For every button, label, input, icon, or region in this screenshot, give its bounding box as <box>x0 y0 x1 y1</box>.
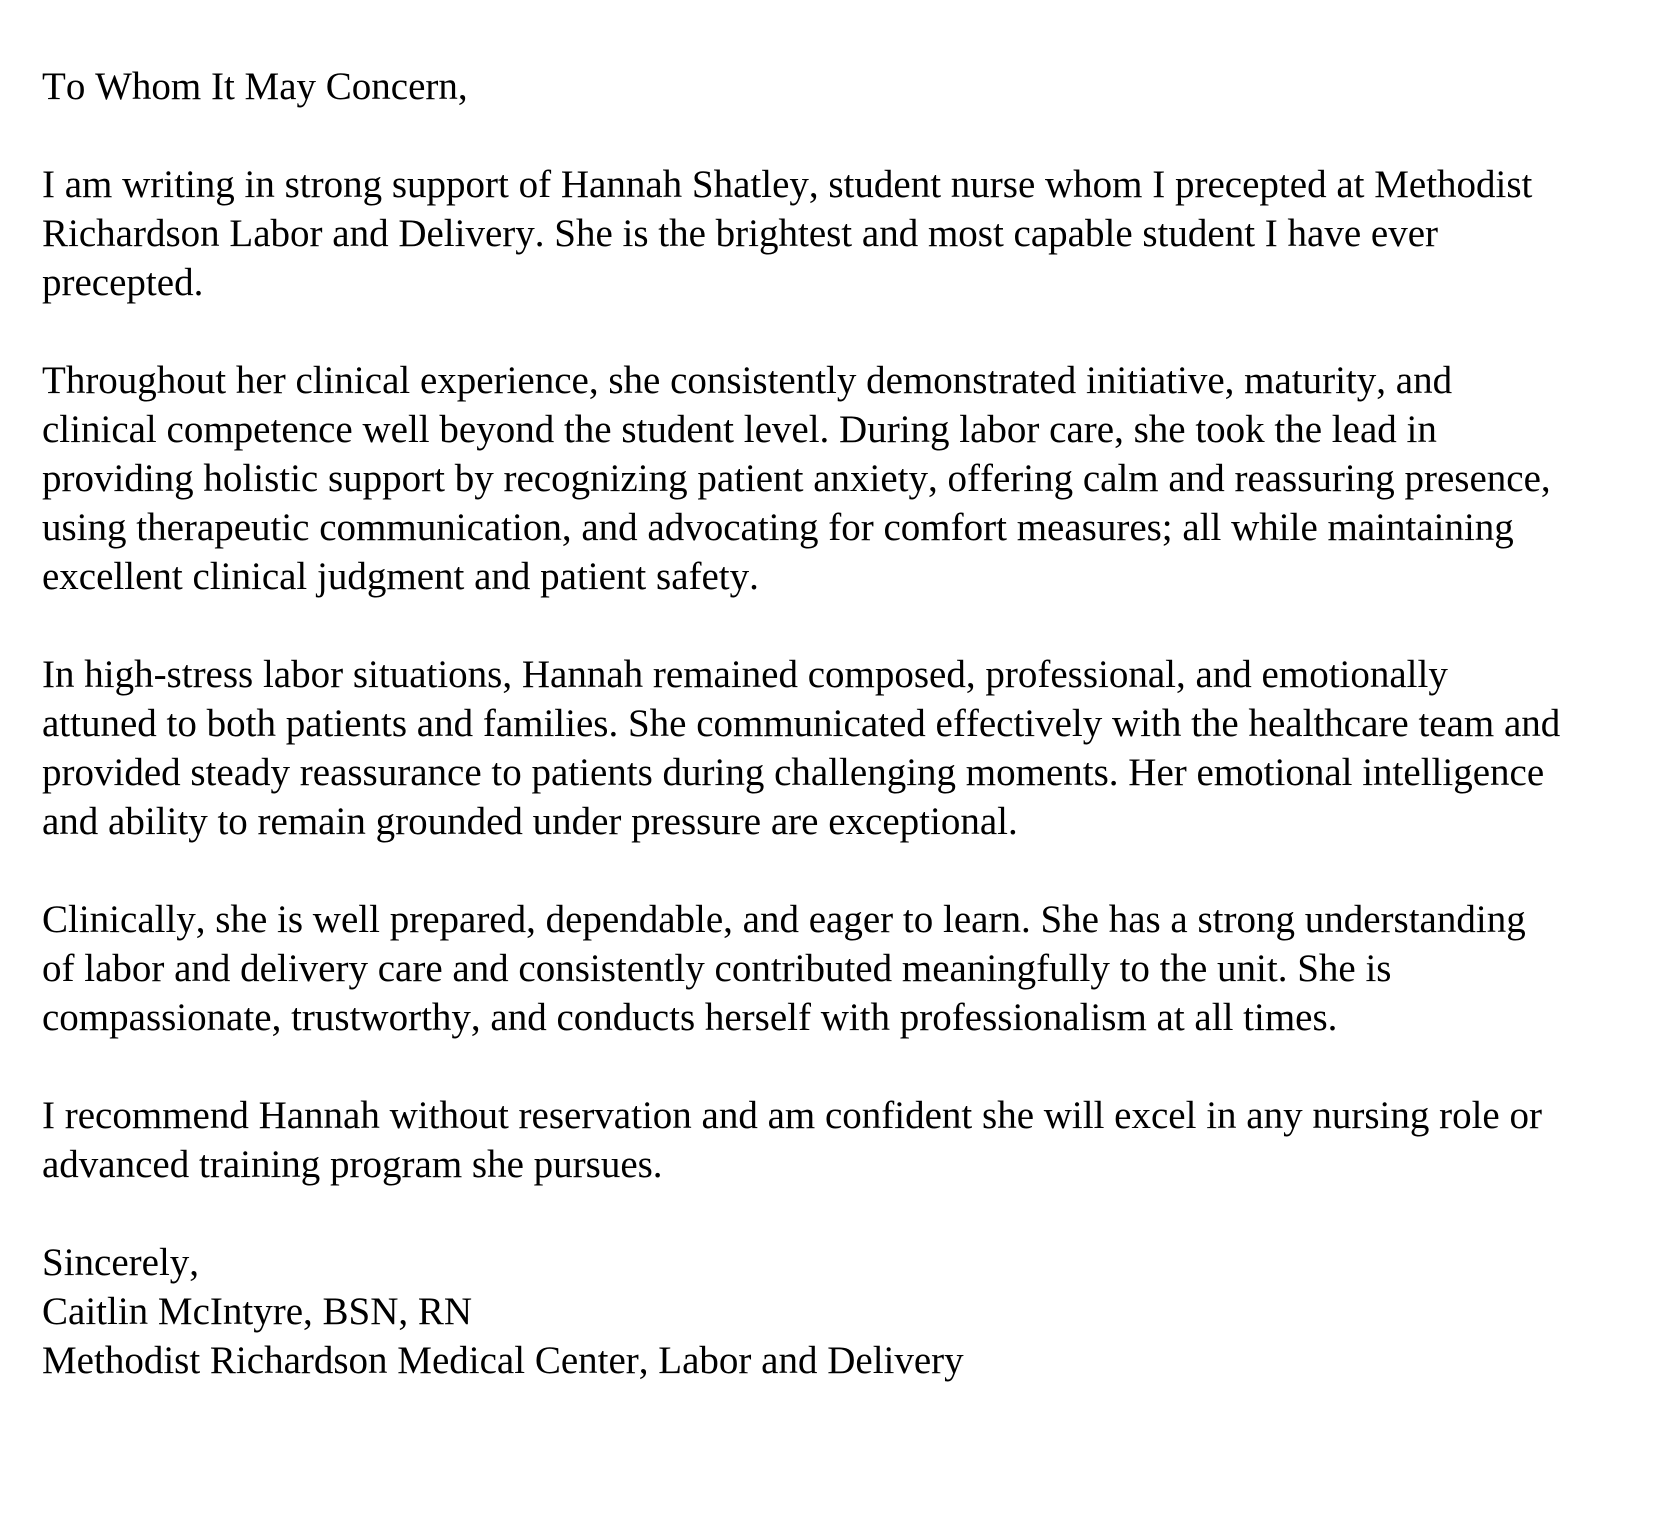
signature-block <box>42 1238 1564 1385</box>
signature-name: Caitlin McIntyre, BSN, RN <box>42 1290 473 1333</box>
letter-paragraph-high-stress: In high-stress labor situations, Hannah remained composed, professional, and emotionally attuned to both patients and families. She communicated effectively with the healthcare team and provided steady reassurance to patients during challenging moments. Her emotional intelligence and ability to remain grounded under pressure are exceptional. <box>42 653 1561 843</box>
letter-paragraph-clinically-prepared: Clinically, she is well prepared, dependable, and eager to learn. She has a strong understanding of labor and delivery care and consistently contributed meaningfully to the unit. She is compassionate, trustworthy, and conducts herself with professionalism at all times. <box>42 898 1526 1039</box>
letter-paragraph-recommendation: I recommend Hannah without reservation and am confident she will excel in any nursing role or advanced training program she pursues. <box>42 1094 1542 1186</box>
letter-greeting: To Whom It May Concern, <box>42 65 468 108</box>
letter-paragraph-support: I am writing in strong support of Hannah Shatley, student nurse whom I precepted at Methodist Richardson Labor and Delivery. She is the brightest and most capable student I have ever precepted. <box>42 163 1533 304</box>
signature-organization: Methodist Richardson Medical Center, Labor and Delivery <box>42 1339 964 1382</box>
letter-paragraph-clinical-experience: Throughout her clinical experience, she consistently demonstrated initiative, maturity, and clinical competence well beyond the student level. During labor care, she took the lead in providing holistic support by recognizing patient anxiety, offering calm and reassuring presence, using therapeutic communication, and advocating for comfort measures; all while maintaining excellent clinical judgment and patient safety. <box>42 359 1551 598</box>
signature-closing: Sincerely, <box>42 1241 200 1284</box>
